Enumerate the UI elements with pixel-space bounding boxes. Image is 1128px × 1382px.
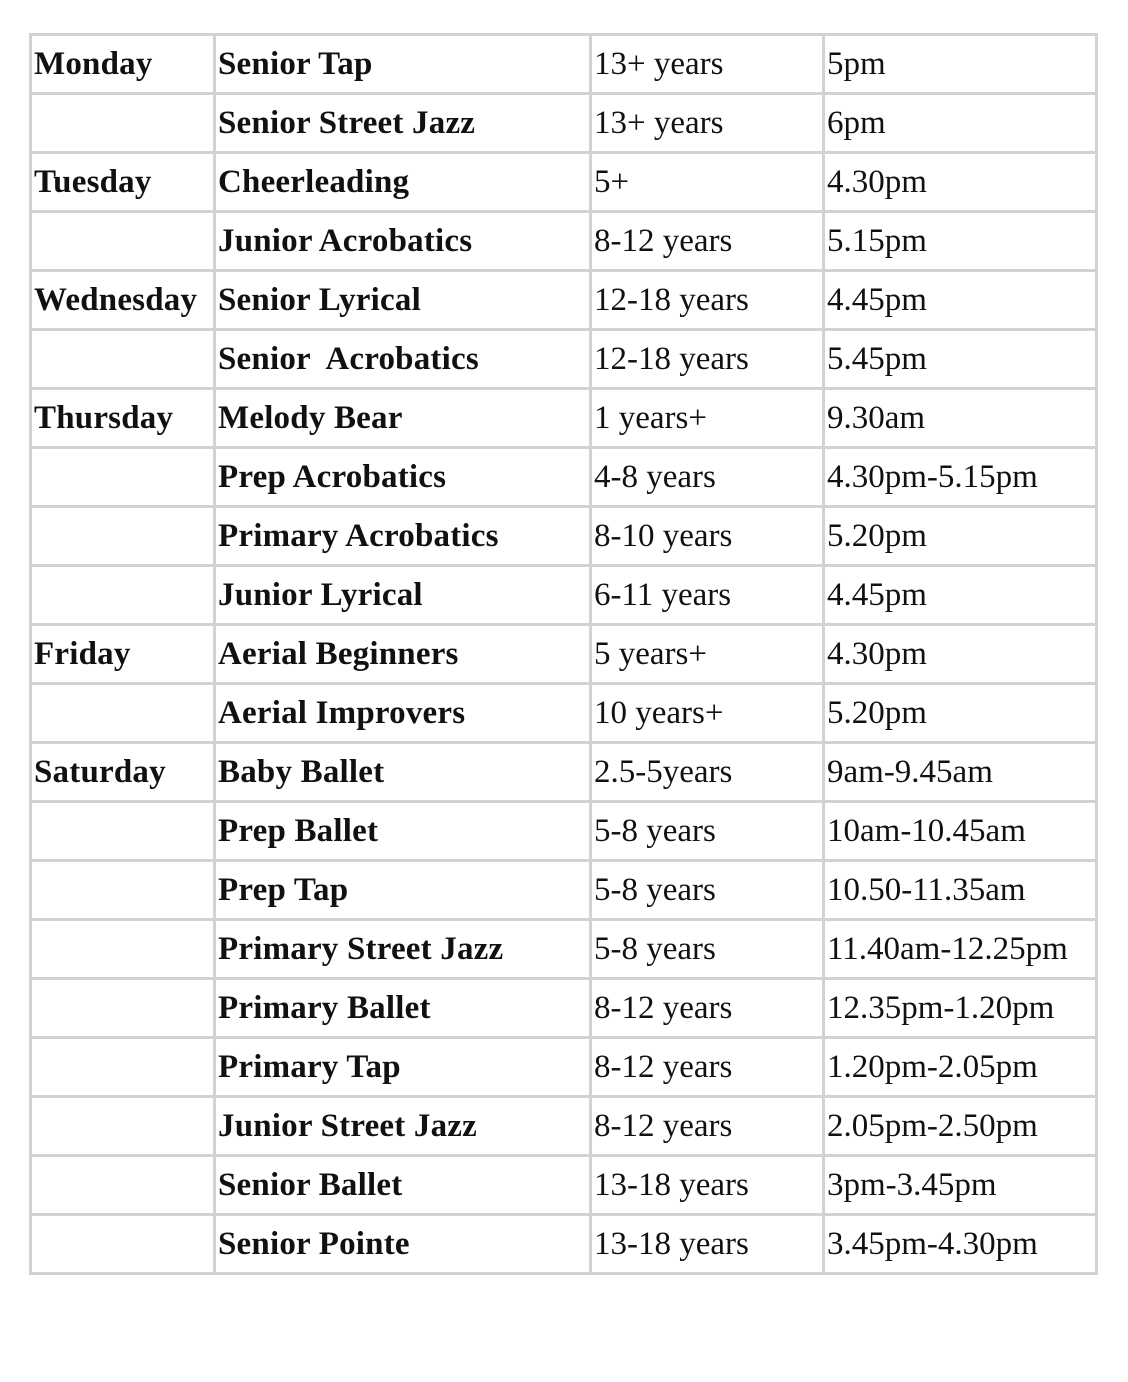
day-cell <box>31 1215 215 1274</box>
age-cell: 13-18 years <box>591 1156 824 1215</box>
day-cell: Friday <box>31 625 215 684</box>
time-cell: 10.50-11.35am <box>824 861 1097 920</box>
table-row <box>31 1215 1097 1274</box>
time-cell: 9am-9.45am <box>824 743 1097 802</box>
age-cell: 8-12 years <box>591 1097 824 1156</box>
table-row <box>31 625 1097 684</box>
time-cell: 4.45pm <box>824 566 1097 625</box>
day-cell <box>31 212 215 271</box>
age-cell: 12-18 years <box>591 330 824 389</box>
time-cell: 4.30pm-5.15pm <box>824 448 1097 507</box>
class-name-cell: Junior Lyrical <box>215 566 591 625</box>
time-cell: 5.15pm <box>824 212 1097 271</box>
class-name-cell: Primary Acrobatics <box>215 507 591 566</box>
day-cell <box>31 920 215 979</box>
class-name-cell: Senior Ballet <box>215 1156 591 1215</box>
age-cell: 8-12 years <box>591 212 824 271</box>
time-cell: 4.30pm <box>824 153 1097 212</box>
age-cell: 8-12 years <box>591 1038 824 1097</box>
day-cell: Thursday <box>31 389 215 448</box>
day-cell <box>31 684 215 743</box>
day-cell <box>31 330 215 389</box>
table-row <box>31 35 1097 94</box>
day-cell: Monday <box>31 35 215 94</box>
table-row <box>31 920 1097 979</box>
class-name-cell: Primary Ballet <box>215 979 591 1038</box>
time-cell: 5pm <box>824 35 1097 94</box>
age-cell: 5-8 years <box>591 802 824 861</box>
day-cell <box>31 1038 215 1097</box>
class-name-cell: Senior Acrobatics <box>215 330 591 389</box>
age-cell: 5-8 years <box>591 920 824 979</box>
class-name-cell: Melody Bear <box>215 389 591 448</box>
class-name-cell: Senior Tap <box>215 35 591 94</box>
time-cell: 3.45pm-4.30pm <box>824 1215 1097 1274</box>
class-schedule <box>29 33 1098 1275</box>
time-cell: 6pm <box>824 94 1097 153</box>
table-row <box>31 1156 1097 1215</box>
time-cell: 1.20pm-2.05pm <box>824 1038 1097 1097</box>
table-row <box>31 448 1097 507</box>
day-cell: Saturday <box>31 743 215 802</box>
age-cell: 1 years+ <box>591 389 824 448</box>
table-row <box>31 743 1097 802</box>
time-cell: 10am-10.45am <box>824 802 1097 861</box>
table-row <box>31 684 1097 743</box>
table-row <box>31 861 1097 920</box>
day-cell <box>31 94 215 153</box>
class-name-cell: Primary Tap <box>215 1038 591 1097</box>
age-cell: 10 years+ <box>591 684 824 743</box>
day-cell <box>31 448 215 507</box>
class-name-cell: Primary Street Jazz <box>215 920 591 979</box>
table-row <box>31 507 1097 566</box>
age-cell: 8-12 years <box>591 979 824 1038</box>
day-cell <box>31 507 215 566</box>
class-name-cell: Senior Pointe <box>215 1215 591 1274</box>
time-cell: 3pm-3.45pm <box>824 1156 1097 1215</box>
table-row <box>31 389 1097 448</box>
class-name-cell: Junior Acrobatics <box>215 212 591 271</box>
table-row <box>31 802 1097 861</box>
time-cell: 4.30pm <box>824 625 1097 684</box>
day-cell <box>31 861 215 920</box>
table-row <box>31 94 1097 153</box>
schedule-table <box>29 33 1098 1275</box>
day-cell: Wednesday <box>31 271 215 330</box>
class-name-cell: Aerial Improvers <box>215 684 591 743</box>
day-cell <box>31 1156 215 1215</box>
table-row <box>31 330 1097 389</box>
class-name-cell: Aerial Beginners <box>215 625 591 684</box>
table-row <box>31 153 1097 212</box>
age-cell: 6-11 years <box>591 566 824 625</box>
class-name-cell: Senior Lyrical <box>215 271 591 330</box>
age-cell: 5-8 years <box>591 861 824 920</box>
time-cell: 11.40am-12.25pm <box>824 920 1097 979</box>
class-name-cell: Junior Street Jazz <box>215 1097 591 1156</box>
age-cell: 4-8 years <box>591 448 824 507</box>
schedule-body <box>31 35 1097 1274</box>
time-cell: 9.30am <box>824 389 1097 448</box>
class-name-cell: Cheerleading <box>215 153 591 212</box>
day-cell <box>31 1097 215 1156</box>
time-cell: 2.05pm-2.50pm <box>824 1097 1097 1156</box>
table-row <box>31 1038 1097 1097</box>
age-cell: 13+ years <box>591 94 824 153</box>
age-cell: 5+ <box>591 153 824 212</box>
table-row <box>31 566 1097 625</box>
class-name-cell: Prep Tap <box>215 861 591 920</box>
time-cell: 5.20pm <box>824 684 1097 743</box>
time-cell: 12.35pm-1.20pm <box>824 979 1097 1038</box>
table-row <box>31 1097 1097 1156</box>
age-cell: 13-18 years <box>591 1215 824 1274</box>
class-name-cell: Senior Street Jazz <box>215 94 591 153</box>
day-cell <box>31 566 215 625</box>
day-cell <box>31 979 215 1038</box>
age-cell: 8-10 years <box>591 507 824 566</box>
class-name-cell: Prep Acrobatics <box>215 448 591 507</box>
age-cell: 12-18 years <box>591 271 824 330</box>
age-cell: 13+ years <box>591 35 824 94</box>
age-cell: 5 years+ <box>591 625 824 684</box>
table-row <box>31 271 1097 330</box>
class-name-cell: Baby Ballet <box>215 743 591 802</box>
day-cell <box>31 802 215 861</box>
time-cell: 4.45pm <box>824 271 1097 330</box>
time-cell: 5.20pm <box>824 507 1097 566</box>
table-row <box>31 979 1097 1038</box>
table-row <box>31 212 1097 271</box>
time-cell: 5.45pm <box>824 330 1097 389</box>
class-name-cell: Prep Ballet <box>215 802 591 861</box>
day-cell: Tuesday <box>31 153 215 212</box>
age-cell: 2.5-5years <box>591 743 824 802</box>
